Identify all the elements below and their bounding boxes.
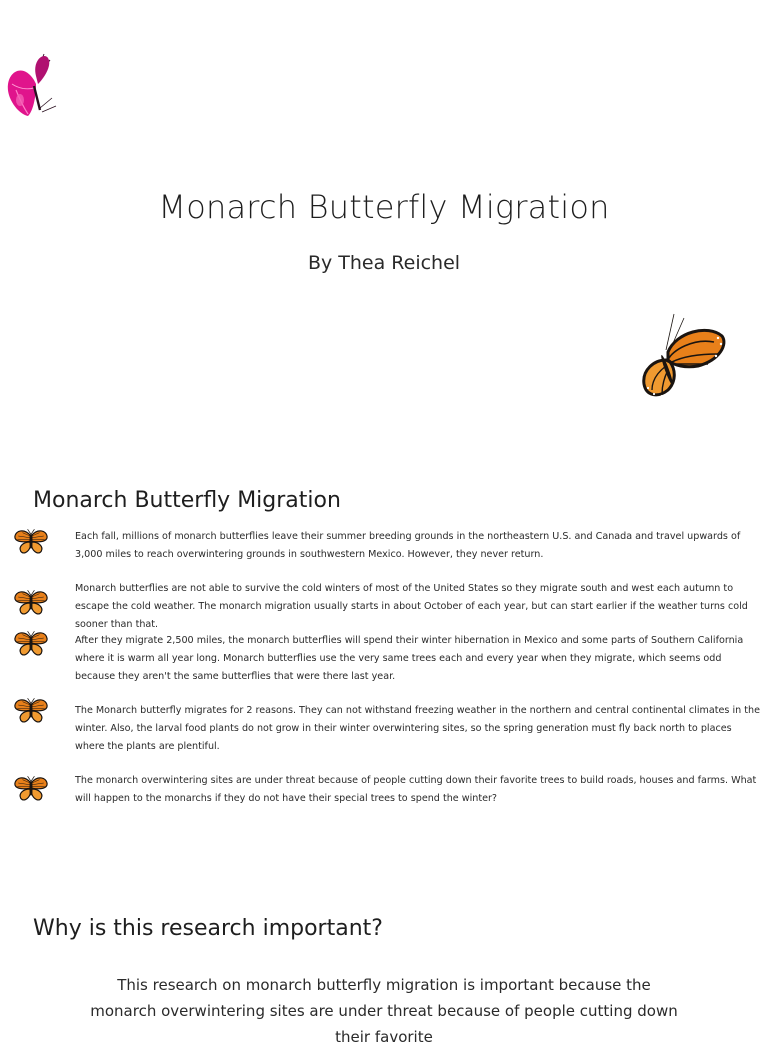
monarch-butterfly-icon [14,589,48,617]
paragraph-3: After they migrate 2,500 miles, the monarch butterflies will spend their winter hibernation in Mexico and some parts of Southern California where it is warm all year long. Monarch butterflies use the very same trees each and every year when they migrate, which seems odd because they aren't the same butterflies that were there last year. [75,635,744,682]
monarch-butterfly-icon [14,775,48,803]
monarch-butterfly-icon [14,630,48,658]
monarch-butterfly-icon [14,697,48,725]
monarch-butterfly-icon [14,528,48,556]
monarch-butterfly-icon [628,310,728,402]
author-byline: By Thea Reichel [307,252,461,274]
pink-butterfly-icon [4,50,60,122]
presentation-title: Monarch Butterfly Migration [158,188,610,226]
section-heading: Monarch Butterfly Migration [33,488,341,513]
paragraph-2: Monarch butterflies are not able to survive the cold winters of most of the United States so they migrate south and west each autumn to escape the cold weather. The monarch migration usually starts in about October of each year, but can start earlier if the weather turns cold sooner than that. [75,583,748,630]
paragraph-5: The monarch overwintering sites are under threat because of people cutting down their favorite trees to build roads, houses and farms. What will happen to the monarchs if they do not have their special trees to spend the winter? [75,775,757,804]
section-heading: Why is this research important? [33,916,383,941]
paragraph-4: The Monarch butterfly migrates for 2 reasons. They can not withstand freezing weather in the northern and central continental climates in the winter. Also, the larval food plants do not grow in their winter overwintering sites, so the spring generation must fly back north to places where the plants are plentiful. [75,705,761,752]
paragraph-1: Each fall, millions of monarch butterflies leave their summer breeding grounds in the northeastern U.S. and Canada and travel upwards of 3,000 miles to reach overwintering grounds in southwestern Mexico. However, they never return. [75,531,741,560]
body-text: This research on monarch butterfly migration is important because the monarch overwintering sites are under threat because of people cutting down their favorite [90,976,678,1046]
